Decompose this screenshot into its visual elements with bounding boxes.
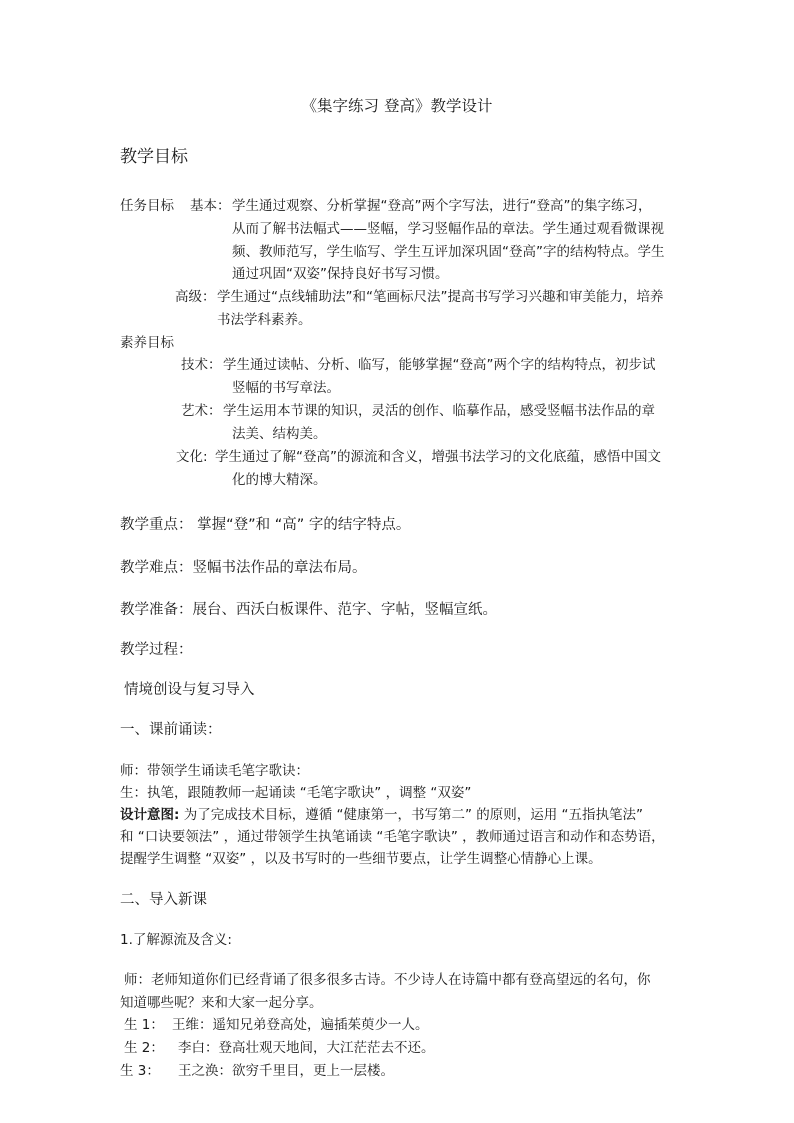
advanced-line-1: 学生通过“点线辅助法”和“笔画标尺法”提高书写学习兴趣和审美能力，培养 [217,289,664,305]
section1-heading: 一、课前诵读： [120,722,222,738]
basic-line-4: 通过巩固“双姿”保持良好书写习惯。 [232,266,449,282]
design-intent-line-1 [120,805,643,825]
literacy-goal-label: 素养目标 [120,335,174,351]
section2-heading: 二、导入新课 [120,892,207,908]
art-line-1: 学生运用本节课的知识，灵活的创作、临摹作品，感受竖幅书法作品的章 [223,403,655,419]
teacher-line: 师：带领学生诵读毛笔字歌诀： [120,763,309,779]
task-goal-label: 任务目标 [120,198,174,214]
design-intent-line-3: 提醒学生调整 “双姿” ，以及书写时的一些细节要点，让学生调整心情静心上课。 [120,851,602,867]
basic-line-2: 从而了解书法幅式——竖幅，学习竖幅作品的章法。学生通过观看微课视 [232,221,664,237]
process-heading: 教学过程： [120,642,193,658]
student-3-label: 生 3： [120,1063,160,1079]
culture-label: 文化: [176,449,208,465]
difficulty: 教学难点：竖幅书法作品的章法布局。 [120,560,367,576]
student-2-label: 生 2： [124,1040,164,1056]
poem-intro-line-1: 师：老师知道你们已经背诵了很多很多古诗。不少诗人在诗篇中都有登高望远的名句，你 [124,972,651,988]
tech-label: 技术： [181,357,222,373]
preparation: 教学准备：展台、西沃白板课件、范字、字帖，竖幅宣纸。 [120,602,497,618]
design-intent-line-2: 和 “口诀要领法” ，通过带领学生执笔诵读 “毛笔字歌诀” ，教师通过语言和动作和态势语， [120,829,665,845]
culture-line-2: 化的博大精深。 [232,472,327,488]
basic-line-3: 频、教师范写，学生临写、学生互评加深巩固“登高”字的结构特点。学生 [232,244,665,260]
student-3-text: 王之涣：欲穷千里目，更上一层楼。 [178,1063,394,1079]
advanced-label: 高级： [175,289,216,305]
basic-label: 基本： [190,198,231,214]
tech-line-1: 学生通过读帖、分析、临写，能够掌握“登高”两个字的结构特点，初步试 [223,357,656,373]
design-intent-text-1: 为了完成技术目标，遵循 “健康第一，书写第二” 的原则，运用 “五指执笔法” [179,807,644,823]
student-2-text: 李白：登高壮观天地间，大江茫茫去不还。 [178,1040,435,1056]
basic-line-1: 学生通过观察、分析掌握“登高”两个字写法，进行“登高”的集字练习， [232,198,652,214]
tech-line-2: 竖幅的书写章法。 [232,380,340,396]
design-intent-label: 设计意图: [120,807,180,823]
student-1-text: 王维：遥知兄弟登高处，遍插茱萸少一人。 [172,1017,429,1033]
student-1-label: 生 1： [124,1017,164,1033]
culture-line-1: 学生通过了解“登高”的源流和含义，增强书法学习的文化底蕴，感悟中国文 [215,449,661,465]
document-title: 《集字练习 登高》教学设计 [301,97,493,115]
key-point: 教学重点： 掌握“登”和 “高” 字的结字特点。 [120,517,411,533]
student-line: 生：执笔，跟随教师一起诵读 “毛笔字歌诀” ，调整 “双姿” [120,785,472,801]
poem-intro-line-2: 知道哪些呢？来和大家一起分享。 [120,995,323,1011]
sub1-heading: 1.了解源流及含义: [120,932,232,948]
art-line-2: 法美、结构美。 [232,426,327,442]
scene-heading: 情境创设与复习导入 [124,682,255,698]
advanced-line-2: 书法学科素养。 [217,312,312,328]
objectives-heading: 教学目标 [120,147,188,167]
art-label: 艺术： [181,403,222,419]
